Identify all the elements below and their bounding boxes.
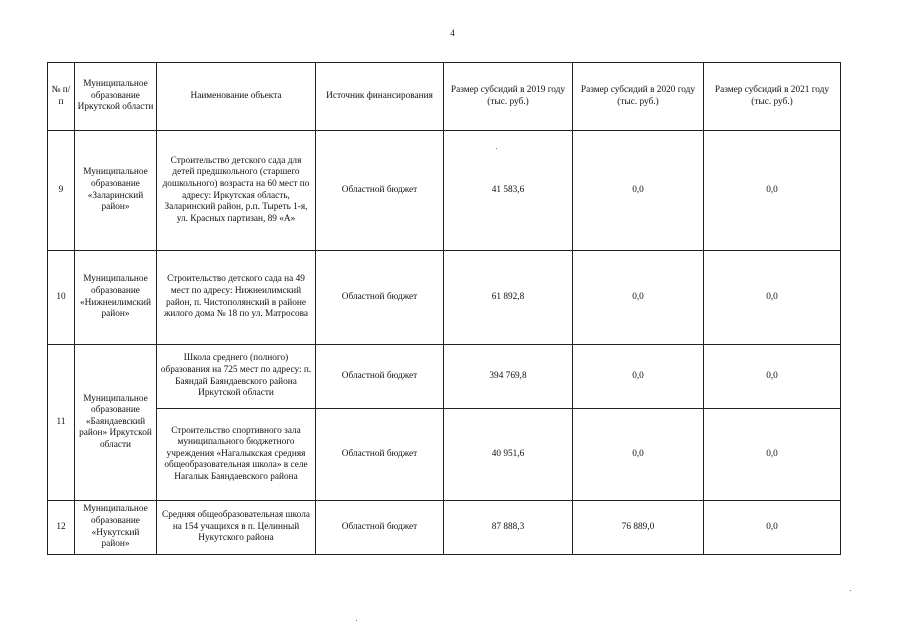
row-municipality: Муниципальное образование «Заларинский район»	[75, 131, 157, 251]
row-source: Областной бюджет	[316, 131, 444, 251]
row-municipality: Муниципальное образование «Нукутский район»	[75, 501, 157, 555]
row-source: Областной бюджет	[316, 409, 444, 501]
row-subsidy-2021: 0,0	[704, 501, 841, 555]
row-subsidy-2021: 0,0	[704, 409, 841, 501]
row-municipality: Муниципальное образование «Нижнеилимский район»	[75, 251, 157, 345]
row-num: 12	[48, 501, 75, 555]
row-source: Областной бюджет	[316, 345, 444, 409]
row-municipality: Муниципальное образование «Баяндаевский район» Иркутской области	[75, 345, 157, 501]
table-row	[48, 501, 841, 555]
row-subsidy-2020: 0,0	[573, 131, 704, 251]
row-object: Строительство спортивного зала муниципального бюджетного учреждения «Нагалыкская средняя общеобразовательная школа» в селе Нагалык Баяндаевского района	[157, 409, 316, 501]
header-source: Источник финансирования	[316, 63, 444, 131]
header-row	[48, 63, 841, 131]
row-num: 11	[48, 345, 75, 501]
row-subsidy-2019: 40 951,6	[444, 409, 573, 501]
table-row	[48, 131, 841, 251]
row-subsidy-2019: 87 888,3	[444, 501, 573, 555]
row-num: 9	[48, 131, 75, 251]
row-subsidy-2020: 0,0	[573, 409, 704, 501]
subsidy-table	[47, 62, 841, 555]
scan-speck	[496, 148, 497, 149]
page-number: 4	[450, 28, 455, 38]
header-2020: Размер субсидий в 2020 году (тыс. руб.)	[573, 63, 704, 131]
header-2019: Размер субсидий в 2019 году (тыс. руб.)	[444, 63, 573, 131]
row-subsidy-2021: 0,0	[704, 131, 841, 251]
row-source: Областной бюджет	[316, 501, 444, 555]
header-object: Наименование объекта	[157, 63, 316, 131]
row-subsidy-2020: 76 889,0	[573, 501, 704, 555]
row-object: Строительство детского сада для детей предшкольного (старшего дошкольного) возраста на 60 мест по адресу: Иркутская область, Заларинский район, р.п. Тыреть 1-я, ул. Красных партизан, 89 «А»	[157, 131, 316, 251]
row-subsidy-2020: 0,0	[573, 251, 704, 345]
row-object: Строительство детского сада на 49 мест по адресу: Нижнеилимский район, п. Чистополянский в районе жилого дома № 18 по ул. Матросова	[157, 251, 316, 345]
header-num: № п/п	[48, 63, 75, 131]
row-subsidy-2019: 41 583,6	[444, 131, 573, 251]
row-subsidy-2019: 61 892,8	[444, 251, 573, 345]
scan-speck	[356, 620, 357, 621]
header-2021: Размер субсидий в 2021 году (тыс. руб.)	[704, 63, 841, 131]
row-subsidy-2019: 394 769,8	[444, 345, 573, 409]
row-subsidy-2020: 0,0	[573, 345, 704, 409]
row-object: Средняя общеобразовательная школа на 154 учащихся в п. Целинный Нукутского района	[157, 501, 316, 555]
scan-speck	[850, 590, 851, 591]
table-row	[48, 409, 841, 501]
table-row	[48, 251, 841, 345]
header-municipality: Муниципальное образование Иркутской области	[75, 63, 157, 131]
row-subsidy-2021: 0,0	[704, 345, 841, 409]
row-num: 10	[48, 251, 75, 345]
table-row	[48, 345, 841, 409]
row-source: Областной бюджет	[316, 251, 444, 345]
row-object: Школа среднего (полного) образования на 725 мест по адресу: п. Баяндай Баяндаевского района Иркутской области	[157, 345, 316, 409]
row-subsidy-2021: 0,0	[704, 251, 841, 345]
